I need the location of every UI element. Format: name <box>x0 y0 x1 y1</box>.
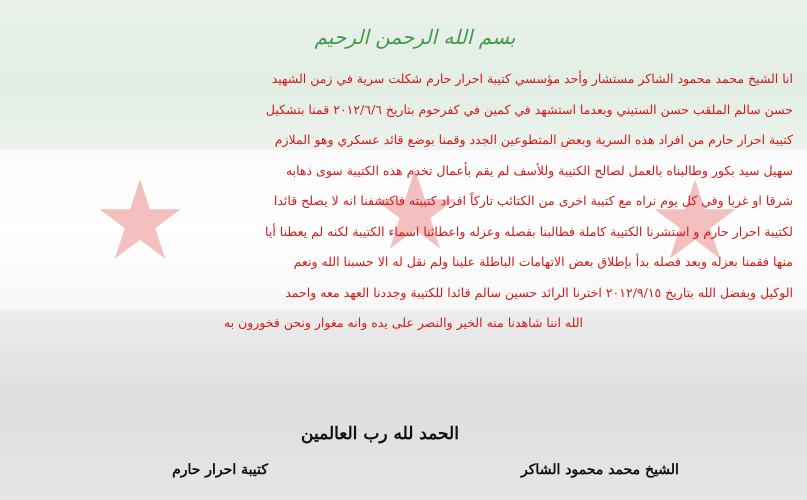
statement-line: كتيبة احرار حارم من افراد هذه السرية وبعض المتطوعين الجدد وقمنا بوضع قائد عسكري وهو الملازم <box>274 132 793 147</box>
signatory-name: الشيخ محمد محمود الشاكر <box>521 462 679 478</box>
statement-line: سهيل سيد بكور وطالبناه بالعمل لصالح الكتيبة وللأسف لم يقم بأعمال تخدم هذه الكتيبة سوى ذهابه <box>285 162 793 178</box>
statement-line: منها فقمنا بعزله وبعد فصله بدأ بإطلاق بعض الاتهامات الباطلة علينا ولم نقل له الا حسبنا الله ونعم <box>293 254 793 269</box>
statement-line: حسن سالم الملقب حسن الستيني وبعدما استشهد في كمين في كفرحوم بتاريخ ٢٠١٢/٦/٦ قمنا بتشكيل <box>265 101 793 117</box>
statement-line: الوكيل وبفضل الله بتاريخ ٢٠١٢/٩/١٥ اخترنا الرائد حسين سالم قائدا للكتيبة وجددنا العهد معه واحمد <box>285 284 793 300</box>
statement-line: لكتيبة احرار حارم و استشرنا الكتيبة كاملة فطالبنا بفصله وعزله واعطائنا اسماء الكتيبة لكنه لم يعطنا أيا <box>265 223 793 239</box>
statement-line: انا الشيخ محمد محمود الشاكر مستشار وأحد مؤسسي كتيبة احرار حارم شكلت سرية في زمن الشهيد <box>271 71 793 86</box>
battalion-name: كتيبة احرار حارم <box>172 462 268 478</box>
statement-line: شرقا او غربا وفي كل يوم نراه مع كتيبة اخرى من الكتائب تاركاً افراد كتيبته فاكتشفنا انه لا يصلح قائدا <box>273 193 793 208</box>
basmala-heading: بسم الله الرحمن الرحيم <box>314 25 516 49</box>
closing-praise: الحمد لله رب العالمين <box>301 424 459 444</box>
statement-line: الله اننا شاهدنا منه الخير والنصر على يده وانه مغوار ونحن فخورون به <box>223 315 584 330</box>
statement-body <box>14 64 793 339</box>
